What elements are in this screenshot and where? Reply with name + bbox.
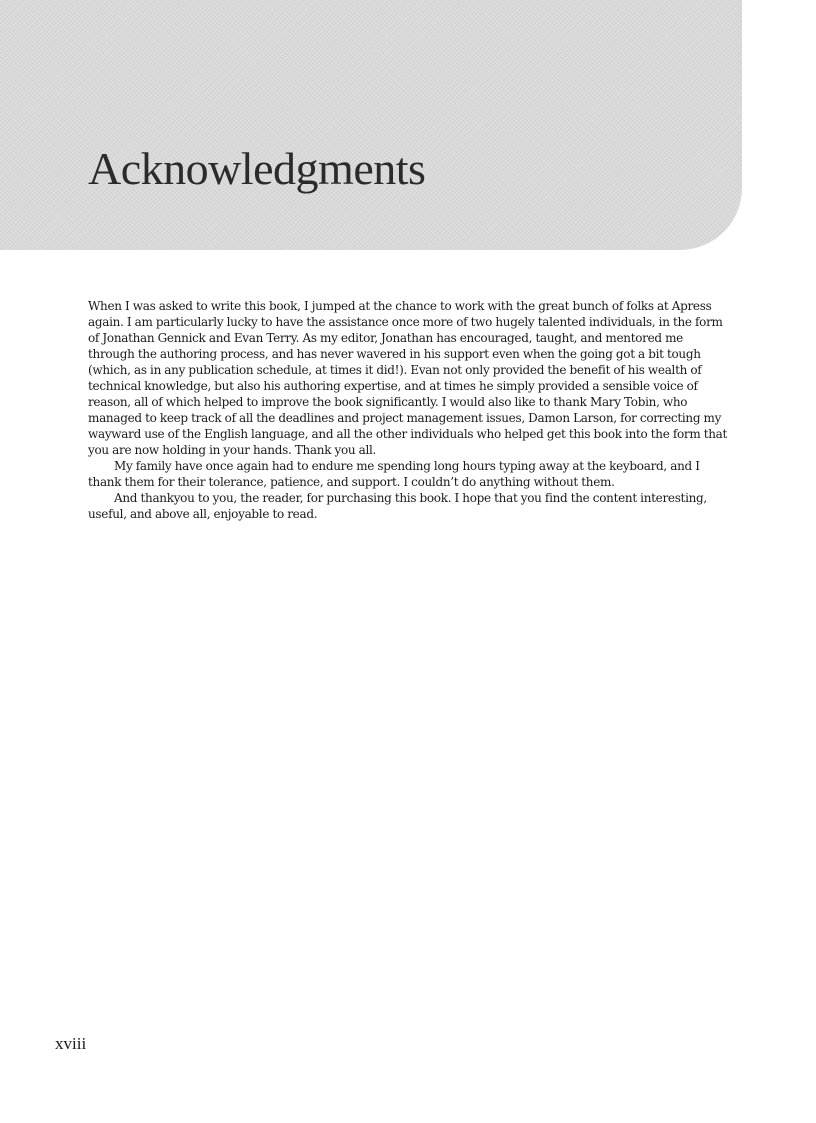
page-number: xviii — [55, 1034, 87, 1053]
paragraph-2: My family have once again had to endure me spending long hours typing away at the keyboard, and I thank them for their tolerance, patience, and support. I couldn’t do anything without them. — [88, 459, 700, 489]
acknowledgments-body — [88, 298, 728, 522]
paragraph-1: When I was asked to write this book, I jumped at the chance to work with the great bunch of folks at Apress again. I am particularly lucky to have the assistance once more of two hugely talented individuals, in the form of Jonathan Gennick and Evan Terry. As my editor, Jonathan has encouraged, taught, and mentored me through the authoring process, and has never wavered in his support even when the going got a bit tough (which, as in any publication schedule, at times it did!). Evan not only provided the benefit of his wealth of technical knowledge, but also his authoring expertise, and at times he simply provided a sensible voice of reason, all of which helped to improve the book significantly. I would also like to thank Mary Tobin, who managed to keep track of all the deadlines and project management issues, Damon Larson, for correcting my wayward use of the English language, and all the other individuals who helped get this book into the form that you are now holding in your hands. Thank you all. — [88, 299, 728, 457]
paragraph-3: And thankyou to you, the reader, for purchasing this book. I hope that you find the content interesting, useful, and above all, enjoyable to read. — [88, 491, 707, 521]
chapter-header-band — [0, 0, 742, 250]
page-title: Acknowledgments — [88, 143, 426, 194]
